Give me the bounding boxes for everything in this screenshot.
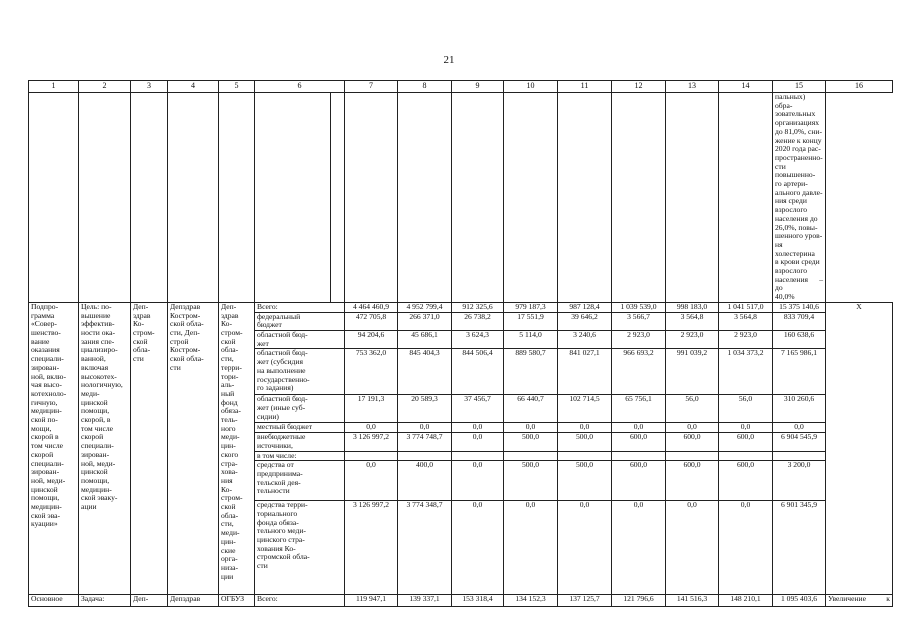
empty-cell: [612, 93, 666, 303]
amount-cell: 966 693,2: [612, 349, 666, 395]
amount-cell: 148 210,1: [719, 595, 773, 607]
amount-cell: 0,0: [558, 423, 612, 433]
amount-cell: 0,0: [719, 423, 773, 433]
amount-cell: 0,0: [398, 423, 452, 433]
amount-cell: 0,0: [452, 501, 504, 595]
amount-cell: 600,0: [666, 461, 719, 501]
subprogram-col4: Депздрав Костром- ской обла- сти, Деп- строй Костром- ской обла- сти: [168, 302, 219, 594]
main-event-col2: Задача:: [79, 595, 131, 607]
amount-cell: 45 686,1: [398, 330, 452, 348]
amount-cell: 600,0: [719, 461, 773, 501]
amount-cell: 3 240,6: [558, 330, 612, 348]
amount-cell: 153 318,4: [452, 595, 504, 607]
main-event-col4: Депздрав: [168, 595, 219, 607]
subprogram-col2: Цель: по- вышение эффектив- ности ока- зания спе- циализиро- ванной, включая высокотех- нологичную, меди- цинской помощи, скорой, в том числе скорой специали- зирован- ной, меди- цинской помощи, медицин- ской эваку- ации: [79, 302, 131, 594]
amount-cell: 991 039,2: [666, 349, 719, 395]
column-header: 4: [168, 81, 219, 93]
main-event-result: Увеличение к: [826, 595, 893, 607]
empty-cell: [168, 93, 219, 303]
funding-row: [29, 302, 893, 312]
amount-cell: 160 638,6: [773, 330, 826, 348]
column-header: 2: [79, 81, 131, 93]
amount-cell: 600,0: [719, 433, 773, 451]
column-header: 14: [719, 81, 773, 93]
empty-cell: [131, 93, 168, 303]
amount-cell: 844 506,4: [452, 349, 504, 395]
empty-cell: [79, 93, 131, 303]
amount-cell: 500,0: [504, 433, 558, 451]
amount-cell: 6 904 545,9: [773, 433, 826, 451]
amount-cell: 0,0: [504, 423, 558, 433]
amount-cell: [504, 451, 558, 461]
column-header: 8: [398, 81, 452, 93]
amount-cell: 0,0: [558, 501, 612, 595]
column-header: 16: [826, 81, 893, 93]
amount-cell: [452, 451, 504, 461]
funding-source: местный бюджет: [255, 423, 345, 433]
main-event-row: [29, 595, 893, 607]
funding-source: в том числе:: [255, 451, 345, 461]
column-header: 13: [666, 81, 719, 93]
amount-cell: 3 566,7: [612, 312, 666, 330]
amount-cell: 17 551,9: [504, 312, 558, 330]
empty-cell: [719, 93, 773, 303]
amount-cell: 400,0: [398, 461, 452, 501]
main-event-col3: Деп-: [131, 595, 168, 607]
subprogram-col3: Деп- здрав Ко- стром- ской обла- сти: [131, 302, 168, 594]
empty-cell: [255, 93, 331, 303]
amount-cell: 134 152,3: [504, 595, 558, 607]
amount-cell: 137 125,7: [558, 595, 612, 607]
funding-source: областной бюд- жет (субсидия на выполнение государственно- го задания): [255, 349, 345, 395]
amount-cell: 141 516,3: [666, 595, 719, 607]
amount-cell: 912 325,6: [452, 302, 504, 312]
column-header: 5: [219, 81, 255, 93]
amount-cell: 0,0: [666, 501, 719, 595]
amount-cell: 94 204,6: [345, 330, 398, 348]
amount-cell: 3 126 997,2: [345, 433, 398, 451]
amount-cell: 500,0: [558, 461, 612, 501]
amount-cell: 7 165 986,1: [773, 349, 826, 395]
empty-cell: [29, 93, 79, 303]
amount-cell: 102 714,5: [558, 395, 612, 423]
header-row: [29, 81, 893, 93]
column-header: 15: [773, 81, 826, 93]
empty-cell: [398, 93, 452, 303]
amount-cell: 889 580,7: [504, 349, 558, 395]
amount-cell: 0,0: [612, 423, 666, 433]
amount-cell: 998 183,0: [666, 302, 719, 312]
amount-cell: 0,0: [345, 461, 398, 501]
amount-cell: 0,0: [612, 501, 666, 595]
amount-cell: 4 464 460,9: [345, 302, 398, 312]
amount-cell: 0,0: [719, 501, 773, 595]
amount-cell: 1 041 517,0: [719, 302, 773, 312]
column-header: 9: [452, 81, 504, 93]
amount-cell: 2 923,0: [719, 330, 773, 348]
amount-cell: 310 260,6: [773, 395, 826, 423]
amount-cell: 987 128,4: [558, 302, 612, 312]
continuation-row: [29, 93, 893, 303]
empty-cell: [452, 93, 504, 303]
amount-cell: 500,0: [504, 461, 558, 501]
empty-cell: [331, 93, 345, 303]
empty-cell: [345, 93, 398, 303]
subprogram-result: Х: [826, 302, 893, 594]
amount-cell: [666, 451, 719, 461]
column-header: 3: [131, 81, 168, 93]
amount-cell: 15 375 140,6: [773, 302, 826, 312]
result-cell: пальных) обра- зовательных организациях до 81,0%, сни- жение к концу 2020 года рас- пространенно- сти повышенно- го артери- ального давле- ния среди взрослого населения до 26,0%, повы- шенного уров- ня холестерина в крови среди взрослого населения – до 40,0%: [773, 93, 826, 303]
empty-cell: [558, 93, 612, 303]
funding-source: Всего:: [255, 595, 345, 607]
amount-cell: [612, 451, 666, 461]
amount-cell: [773, 451, 826, 461]
amount-cell: 65 756,1: [612, 395, 666, 423]
amount-cell: 266 371,0: [398, 312, 452, 330]
amount-cell: 6 901 345,9: [773, 501, 826, 595]
funding-source: федеральный бюджет: [255, 312, 345, 330]
amount-cell: 845 404,3: [398, 349, 452, 395]
amount-cell: 3 774 348,7: [398, 501, 452, 595]
amount-cell: 3 624,3: [452, 330, 504, 348]
empty-cell: [504, 93, 558, 303]
amount-cell: 17 191,3: [345, 395, 398, 423]
amount-cell: 0,0: [452, 423, 504, 433]
amount-cell: 600,0: [666, 433, 719, 451]
subprogram-col1: Подпро- грамма «Совер- шенство- вание оказания специали- зирован- ной, вклю- чая высо- котехноло- гичную, медицин- ской по- мощи, скорой в том числе скорой специали- зирован- ной, меди- цинской помощи, медицин- ской эва- куации»: [29, 302, 79, 594]
amount-cell: [719, 451, 773, 461]
amount-cell: 753 362,0: [345, 349, 398, 395]
amount-cell: 600,0: [612, 461, 666, 501]
main-event-col1: Основное: [29, 595, 79, 607]
amount-cell: 3 774 748,7: [398, 433, 452, 451]
amount-cell: 0,0: [504, 501, 558, 595]
funding-source: областной бюд- жет: [255, 330, 345, 348]
amount-cell: [558, 451, 612, 461]
funding-source: средства терри- ториального фонда обяза- тельного меди- цинского стра- хования Ко- стромской обла- сти: [255, 501, 345, 595]
amount-cell: 37 456,7: [452, 395, 504, 423]
amount-cell: 1 039 539,0: [612, 302, 666, 312]
page-number: 21: [443, 54, 455, 66]
amount-cell: [398, 451, 452, 461]
amount-cell: 1 034 373,2: [719, 349, 773, 395]
amount-cell: 5 114,0: [504, 330, 558, 348]
column-header: 6: [255, 81, 345, 93]
column-header: 12: [612, 81, 666, 93]
amount-cell: 979 187,3: [504, 302, 558, 312]
amount-cell: 3 126 997,2: [345, 501, 398, 595]
amount-cell: 26 738,2: [452, 312, 504, 330]
amount-cell: 500,0: [558, 433, 612, 451]
amount-cell: 56,0: [666, 395, 719, 423]
amount-cell: 0,0: [345, 423, 398, 433]
amount-cell: 3 564,8: [719, 312, 773, 330]
amount-cell: 121 796,6: [612, 595, 666, 607]
amount-cell: 833 709,4: [773, 312, 826, 330]
amount-cell: 1 095 403,6: [773, 595, 826, 607]
amount-cell: 4 952 799,4: [398, 302, 452, 312]
amount-cell: 20 589,3: [398, 395, 452, 423]
subprogram-col5: Деп- здрав Ко- стром- ской обла- сти, терри- тори- аль- ный фонд обяза- тель- ного меди- цин- ского стра- хова- ния Ко- стром- ской обла- сти, меди- цин- ские орга- низа- ции: [219, 302, 255, 594]
amount-cell: 39 646,2: [558, 312, 612, 330]
column-header: 11: [558, 81, 612, 93]
amount-cell: 841 027,1: [558, 349, 612, 395]
funding-source: средства от предпринима- тельской дея- тельности: [255, 461, 345, 501]
amount-cell: [345, 451, 398, 461]
amount-cell: 66 440,7: [504, 395, 558, 423]
main-event-col5: ОГБУЗ: [219, 595, 255, 607]
amount-cell: 0,0: [666, 423, 719, 433]
amount-cell: 0,0: [773, 423, 826, 433]
amount-cell: 2 923,0: [666, 330, 719, 348]
budget-table: [28, 80, 893, 607]
amount-cell: 472 705,8: [345, 312, 398, 330]
amount-cell: 139 337,1: [398, 595, 452, 607]
amount-cell: 119 947,1: [345, 595, 398, 607]
amount-cell: 600,0: [612, 433, 666, 451]
column-header: 10: [504, 81, 558, 93]
amount-cell: 0,0: [452, 461, 504, 501]
funding-source: областной бюд- жет (иные суб- сидии): [255, 395, 345, 423]
amount-cell: 0,0: [452, 433, 504, 451]
amount-cell: 3 564,8: [666, 312, 719, 330]
empty-cell: [219, 93, 255, 303]
column-header: 7: [345, 81, 398, 93]
empty-cell: [666, 93, 719, 303]
amount-cell: 56,0: [719, 395, 773, 423]
amount-cell: 3 200,0: [773, 461, 826, 501]
column-header: 1: [29, 81, 79, 93]
funding-source: Всего:: [255, 302, 345, 312]
amount-cell: 2 923,0: [612, 330, 666, 348]
funding-source: внебюджетные источники,: [255, 433, 345, 451]
